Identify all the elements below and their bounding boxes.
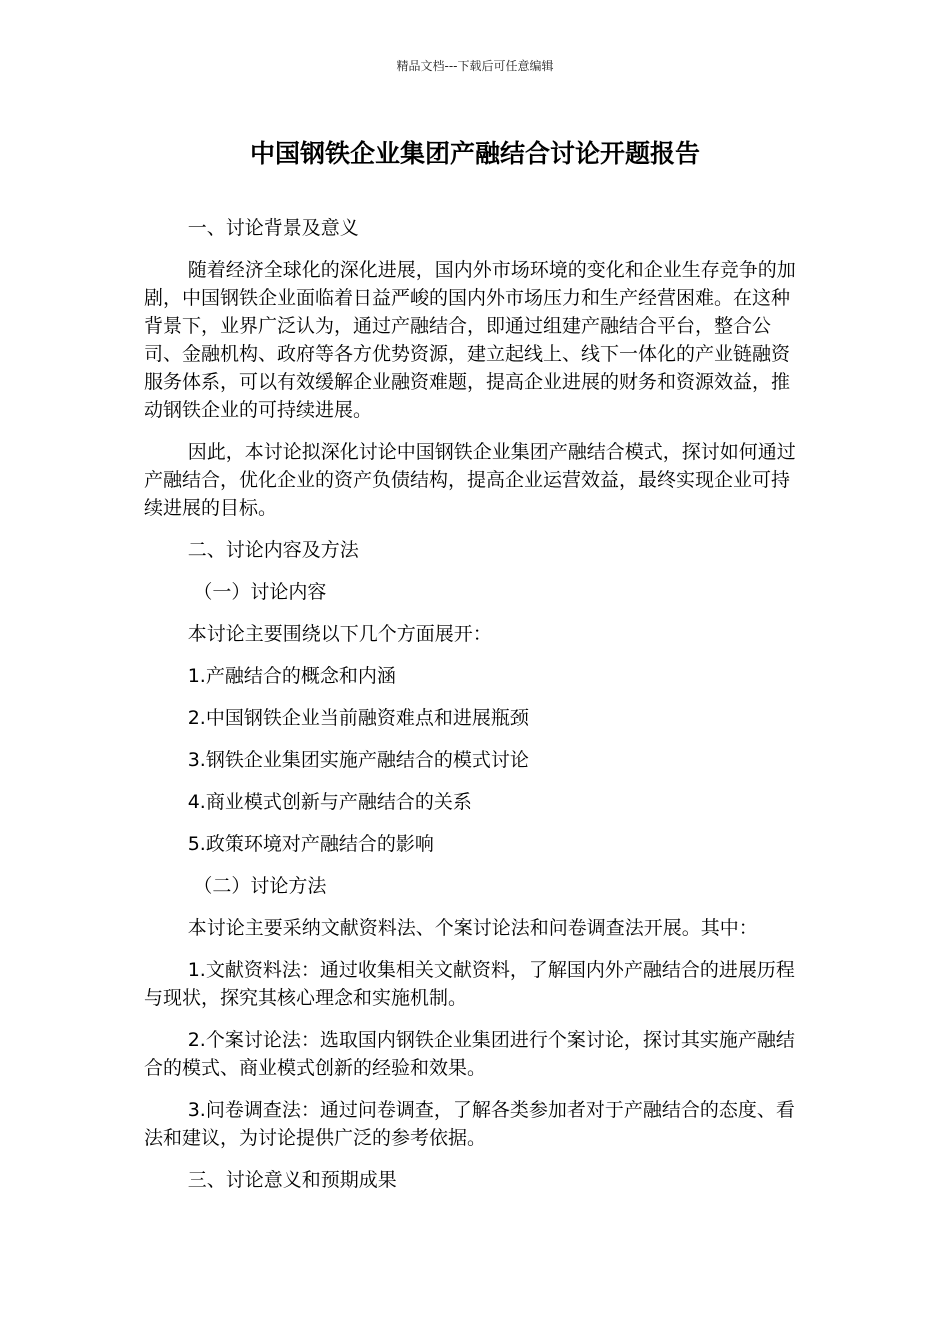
subsection-heading-method: （二）讨论方法 [193,875,327,897]
paragraph-content-intro: 本讨论主要围绕以下几个方面展开： [187,623,492,645]
list-item: 1.产融结合的概念和内涵 [187,665,396,687]
list-item: 3.问卷调查法：通过问卷调查，了解各类参加者对于产融结合的态度、看法和建议，为讨论提供广泛的参考依据。 [144,1099,795,1149]
list-item: 3.钢铁企业集团实施产融结合的模式讨论 [187,749,529,771]
section-heading-significance: 三、讨论意义和预期成果 [187,1169,397,1191]
paragraph-background: 随着经济全球化的深化进展，国内外市场环境的变化和企业生存竞争的加剧，中国钢铁企业面临着日益严峻的国内外市场压力和生产经营困难。在这种背景下，业界广泛认为，通过产融结合，即通过组建产融结合平台，整合公司、金融机构、政府等各方优势资源，建立起线上、线下一体化的产业链融资服务体系，可以有效缓解企业融资难题，提高企业进展的财务和资源效益，推动钢铁企业的可持续进展。 [144,259,796,421]
list-item: 5.政策环境对产融结合的影响 [187,833,434,855]
section-heading-content-method: 二、讨论内容及方法 [187,539,359,561]
paragraph-method-intro: 本讨论主要采纳文献资料法、个案讨论法和问卷调查法开展。其中： [187,917,758,939]
document-body [144,214,798,1208]
list-item: 2.中国钢铁企业当前融资难点和进展瓶颈 [187,707,529,729]
list-item: 2.个案讨论法：选取国内钢铁企业集团进行个案讨论，探讨其实施产融结合的模式、商业模式创新的经验和效果。 [144,1029,795,1079]
header-note: 精品文档---下载后可任意编辑 [396,59,554,73]
list-item: 1.文献资料法：通过收集相关文献资料，了解国内外产融结合的进展历程与现状，探究其核心理念和实施机制。 [144,959,795,1009]
subsection-heading-content: （一）讨论内容 [193,581,327,603]
list-item: 4.商业模式创新与产融结合的关系 [187,791,472,813]
paragraph-purpose: 因此，本讨论拟深化讨论中国钢铁企业集团产融结合模式，探讨如何通过产融结合，优化企业的资产负债结构，提高企业运营效益，最终实现企业可持续进展的目标。 [144,441,796,519]
document-title: 中国钢铁企业集团产融结合讨论开题报告 [249,139,700,168]
section-heading-background: 一、讨论背景及意义 [187,217,359,239]
